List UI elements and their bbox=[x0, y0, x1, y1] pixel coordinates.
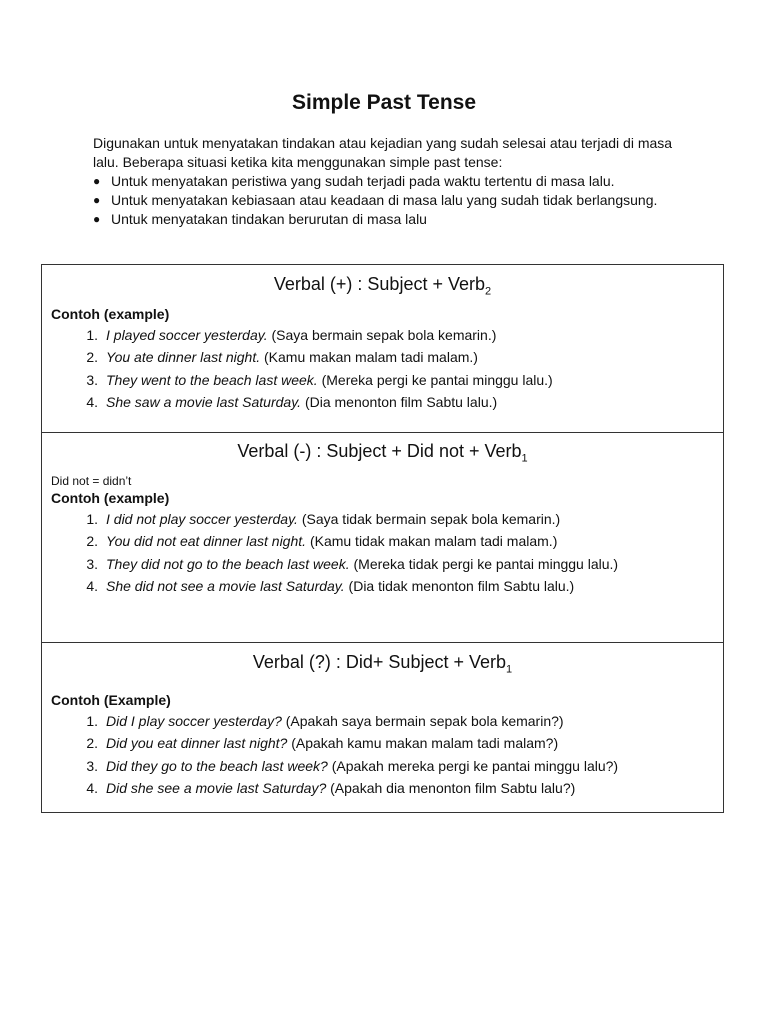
example-translation: (Dia menonton film Sabtu lalu.) bbox=[304, 394, 498, 411]
example-number: 2. bbox=[86, 533, 98, 550]
example-translation: (Mereka tidak pergi ke pantai minggu lalu.) bbox=[353, 555, 619, 572]
example-english: Did I play soccer yesterday? bbox=[106, 712, 282, 729]
usage-item-text: Untuk menyatakan kebiasaan atau keadaan di masa lalu yang sudah tidak berlangsung. bbox=[111, 192, 658, 208]
usage-item-text: Untuk menyatakan peristiwa yang sudah terjadi pada waktu tertentu di masa lalu. bbox=[111, 173, 615, 189]
positive-formula bbox=[42, 265, 723, 303]
example-list bbox=[42, 508, 723, 598]
usage-item bbox=[93, 191, 675, 210]
example-item bbox=[42, 755, 723, 778]
example-list bbox=[42, 324, 723, 414]
example-english: She did not see a movie last Saturday. bbox=[106, 578, 345, 595]
example-number: 4. bbox=[86, 394, 98, 411]
example-number: 2. bbox=[86, 735, 98, 752]
bullet-icon: ● bbox=[93, 212, 101, 226]
example-item bbox=[42, 575, 723, 598]
positive-section bbox=[42, 265, 723, 432]
example-english: She saw a movie last Saturday. bbox=[106, 394, 302, 411]
example-number: 1. bbox=[86, 510, 98, 527]
bullet-icon: ● bbox=[93, 193, 101, 207]
intro-paragraph: Digunakan untuk menyatakan tindakan atau kejadian yang sudah selesai atau terjadi di masa lalu. Beberapa situasi ketika kita menggunakan simple past tense: bbox=[93, 135, 673, 170]
usage-item bbox=[93, 210, 675, 229]
example-translation: (Apakah mereka pergi ke pantai minggu lalu?) bbox=[331, 757, 619, 774]
example-list bbox=[42, 710, 723, 800]
negative-formula bbox=[42, 433, 723, 470]
example-translation: (Kamu makan malam tadi malam.) bbox=[264, 349, 478, 366]
formula-text: Verbal (+) : Subject + Verb bbox=[273, 274, 485, 294]
example-item bbox=[42, 777, 723, 800]
example-english: They did not go to the beach last week. bbox=[106, 555, 350, 572]
example-item bbox=[42, 324, 723, 347]
example-english: Did they go to the beach last week? bbox=[106, 757, 328, 774]
example-english: Did she see a movie last Saturday? bbox=[106, 780, 327, 797]
example-label: Contoh (example) bbox=[51, 305, 170, 322]
formula-subscript: 2 bbox=[485, 285, 492, 298]
bullet-icon: ● bbox=[93, 174, 101, 188]
example-translation: (Dia tidak menonton film Sabtu lalu.) bbox=[348, 578, 575, 595]
example-number: 1. bbox=[86, 326, 98, 343]
example-number: 2. bbox=[86, 349, 98, 366]
example-item bbox=[42, 346, 723, 369]
example-english: I played soccer yesterday. bbox=[106, 326, 268, 343]
formula-subscript: 1 bbox=[521, 452, 528, 465]
intro-block bbox=[93, 134, 675, 229]
example-item bbox=[42, 508, 723, 531]
usage-list bbox=[93, 172, 675, 229]
example-label: Contoh (example) bbox=[51, 489, 170, 506]
example-translation: (Saya tidak bermain sepak bola kemarin.) bbox=[301, 510, 561, 527]
example-item bbox=[42, 369, 723, 392]
formula-text: Verbal (?) : Did+ Subject + Verb bbox=[252, 652, 507, 672]
usage-item-text: Untuk menyatakan tindakan berurutan di masa lalu bbox=[111, 211, 427, 227]
example-translation: (Apakah kamu makan malam tadi malam?) bbox=[291, 735, 559, 752]
example-translation: (Apakah dia menonton film Sabtu lalu?) bbox=[330, 780, 576, 797]
formula-subscript: 1 bbox=[506, 663, 513, 676]
grammar-table bbox=[41, 264, 724, 813]
example-translation: (Apakah saya bermain sepak bola kemarin?) bbox=[285, 712, 564, 729]
example-item bbox=[42, 530, 723, 553]
example-label: Contoh (Example) bbox=[51, 691, 171, 708]
example-number: 3. bbox=[86, 555, 98, 572]
example-translation: (Kamu tidak makan malam tadi malam.) bbox=[309, 533, 558, 550]
page-title: Simple Past Tense bbox=[291, 91, 477, 114]
example-english: You ate dinner last night. bbox=[106, 349, 261, 366]
example-english: Did you eat dinner last night? bbox=[106, 735, 288, 752]
example-number: 1. bbox=[86, 712, 98, 729]
example-item bbox=[42, 391, 723, 414]
usage-item bbox=[93, 172, 675, 191]
negative-section bbox=[42, 432, 723, 642]
formula-text: Verbal (-) : Subject + Did not + Verb bbox=[237, 441, 522, 461]
example-translation: (Mereka pergi ke pantai minggu lalu.) bbox=[321, 371, 553, 388]
question-section bbox=[42, 642, 723, 812]
example-english: I did not play soccer yesterday. bbox=[106, 510, 298, 527]
example-number: 3. bbox=[86, 371, 98, 388]
example-item bbox=[42, 553, 723, 576]
contraction-note: Did not = didn’t bbox=[51, 473, 132, 488]
example-number: 4. bbox=[86, 780, 98, 797]
question-formula bbox=[42, 643, 723, 681]
example-english: They went to the beach last week. bbox=[106, 371, 318, 388]
example-english: You did not eat dinner last night. bbox=[106, 533, 307, 550]
example-translation: (Saya bermain sepak bola kemarin.) bbox=[271, 326, 497, 343]
example-number: 4. bbox=[86, 578, 98, 595]
example-item bbox=[42, 732, 723, 755]
example-number: 3. bbox=[86, 757, 98, 774]
example-item bbox=[42, 710, 723, 733]
